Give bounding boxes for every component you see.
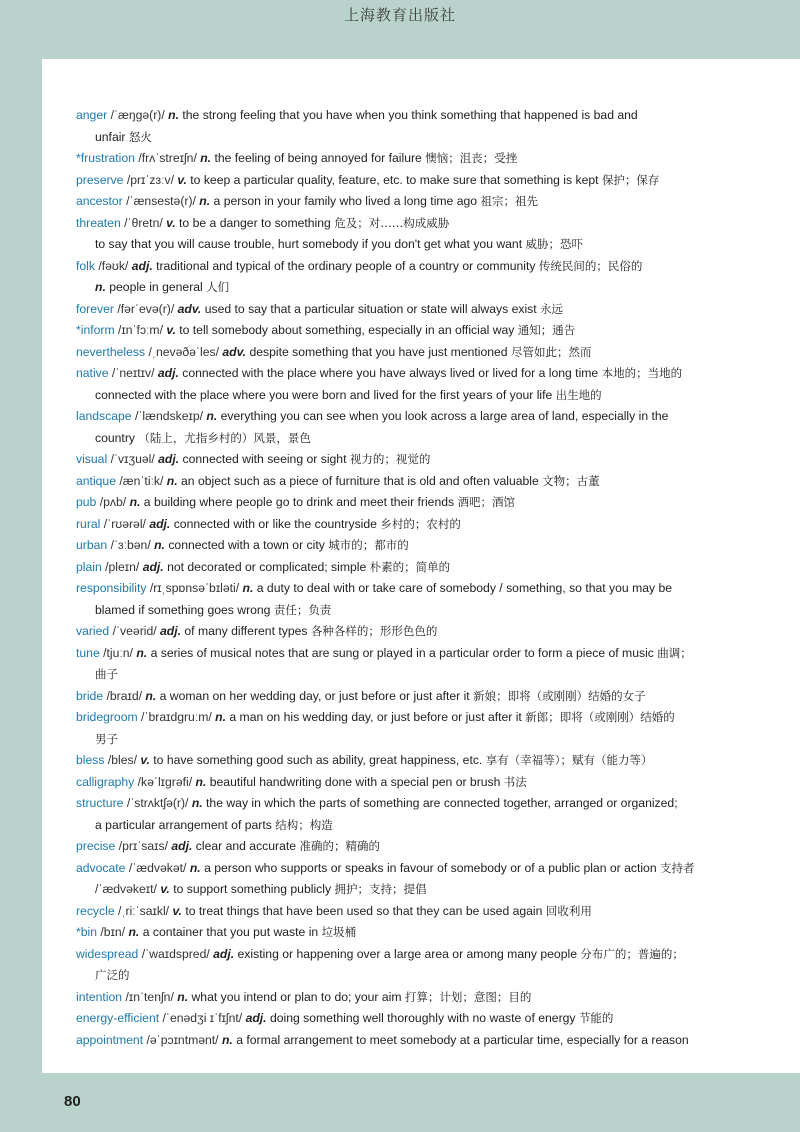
- vocab-entry: [76, 191, 776, 213]
- entry-line: [76, 621, 776, 643]
- headword: *bin: [76, 925, 98, 939]
- entry-line: [76, 428, 776, 450]
- definition: connected with the place where you were born and lived for the first years of your life: [95, 387, 553, 402]
- chinese-translation: 享有（幸福等）；赋有（能力等）: [485, 753, 653, 767]
- chinese-translation: 男子: [95, 731, 118, 746]
- part-of-speech: n.: [177, 989, 189, 1004]
- vocab-entry: [76, 320, 776, 342]
- part-of-speech: n.: [195, 774, 207, 789]
- chinese-translation: 城市的；都市的: [328, 538, 409, 552]
- headword: bless: [76, 753, 105, 767]
- entry-line: [76, 707, 776, 729]
- chinese-translation: 酒吧；酒馆: [457, 495, 515, 509]
- chinese-translation: 怒火: [128, 129, 152, 144]
- entry-line: [76, 729, 776, 751]
- part-of-speech: n.: [154, 538, 165, 552]
- definition: to be a danger to something: [179, 215, 331, 230]
- headword: calligraphy: [76, 774, 135, 789]
- phonetic: /ˌriːˈsaɪkl/: [118, 903, 170, 918]
- chinese-translation: 视力的；视觉的: [349, 452, 431, 466]
- phonetic: /ˈenədʒi ɪˈfɪʃnt/: [162, 1011, 243, 1025]
- entry-line: [76, 256, 776, 278]
- vocab-entry: [76, 858, 776, 901]
- entry-line: [76, 191, 776, 213]
- part-of-speech: adj.: [160, 624, 182, 638]
- entry-line: [76, 1030, 776, 1052]
- headword: intention: [76, 989, 123, 1004]
- headword: forever: [76, 301, 114, 316]
- part-of-speech: n.: [136, 645, 148, 660]
- entry-line: [76, 793, 776, 815]
- vocab-entry: [76, 514, 776, 536]
- chinese-translation: 拥护；支持；提倡: [334, 882, 427, 896]
- chinese-translation: 本地的；当地的: [601, 366, 683, 380]
- part-of-speech: n.: [221, 1032, 233, 1047]
- part-of-speech: adj.: [157, 366, 179, 380]
- definition: a woman on her wedding day, or just before or just after it: [159, 688, 470, 703]
- headword: *frustration: [76, 151, 135, 165]
- phonetic: /ˈvɪʒuəl/: [110, 452, 155, 466]
- part-of-speech: v.: [166, 215, 176, 230]
- headword: appointment: [76, 1032, 144, 1047]
- part-of-speech: n.: [145, 688, 157, 703]
- part-of-speech: adj.: [142, 559, 164, 574]
- definition: a series of musical notes that are sung or played in a particular order to form a piece of music: [150, 645, 654, 660]
- phonetic: /ˈɜːbən/: [110, 538, 151, 552]
- chinese-translation: 打算；计划；意图；目的: [404, 989, 532, 1004]
- phonetic: /fəʊk/: [98, 258, 129, 273]
- entry-line: [76, 213, 776, 235]
- headword: bride: [76, 688, 104, 703]
- phonetic: /braɪd/: [106, 688, 143, 703]
- entry-line: [76, 750, 776, 772]
- chinese-translation: 人们: [206, 280, 230, 294]
- headword: bridegroom: [76, 710, 138, 724]
- entry-line: [76, 944, 776, 966]
- chinese-translation: 永远: [540, 301, 564, 316]
- headword: urban: [76, 538, 108, 552]
- vocab-entry: [76, 686, 776, 708]
- part-of-speech: n.: [129, 495, 141, 509]
- headword: native: [76, 366, 109, 380]
- chinese-translation: 节能的: [578, 1011, 614, 1025]
- definition: despite something that you have just mentioned: [249, 344, 508, 359]
- vocab-entry: [76, 535, 776, 557]
- phonetic: /ˈlændskeɪp/: [134, 409, 203, 423]
- vocab-entry: [76, 299, 776, 321]
- chinese-translation: 回收利用: [545, 903, 592, 918]
- definition: a formal arrangement to meet somebody at a particular time, especially for a reason: [236, 1032, 689, 1047]
- vocab-entry: [76, 987, 776, 1009]
- part-of-speech: n.: [95, 280, 106, 294]
- part-of-speech: n.: [168, 108, 179, 122]
- vocab-entry: [76, 170, 776, 192]
- chinese-translation: 威胁；恐吓: [525, 237, 583, 251]
- definition: the way in which the parts of something are connected together, arranged or organized;: [206, 796, 678, 810]
- vocab-entry: [76, 449, 776, 471]
- phonetic: /ɪnˈfɔːm/: [118, 323, 163, 337]
- definition: an object such as a piece of furniture that is old and often valuable: [181, 473, 539, 488]
- chinese-translation: 结构；构造: [275, 817, 333, 832]
- chinese-translation: 责任；负责: [273, 602, 332, 617]
- definition: unfair: [95, 129, 126, 144]
- definition: blamed if something goes wrong: [95, 602, 271, 617]
- definition: not decorated or complicated; simple: [167, 559, 367, 574]
- vocab-entry: [76, 256, 776, 299]
- phonetic: /prɪˈsaɪs/: [118, 839, 168, 853]
- definition: country: [95, 430, 135, 445]
- entry-line: [76, 836, 776, 858]
- phonetic: /prɪˈzɜːv/: [126, 172, 174, 187]
- entry-line: [76, 170, 776, 192]
- chinese-translation: 乡村的；农村的: [380, 516, 461, 531]
- vocab-entry: [76, 836, 776, 858]
- headword: advocate: [76, 860, 126, 875]
- definition: what you intend or plan to do; your aim: [191, 989, 402, 1004]
- part-of-speech: adj.: [171, 839, 193, 853]
- part-of-speech: v.: [166, 323, 176, 337]
- entry-line: [76, 600, 776, 622]
- definition: to keep a particular quality, feature, etc. to make sure that something is kept: [190, 172, 599, 187]
- chinese-translation: 传统民间的；民俗的: [538, 258, 643, 273]
- headword: responsibility: [76, 581, 147, 595]
- page-number: 80: [64, 1093, 81, 1110]
- definition: a person who supports or speaks in favour of somebody or of a public plan or action: [204, 860, 657, 875]
- headword: precise: [76, 839, 116, 853]
- entry-line: [76, 342, 776, 364]
- headword: preserve: [76, 172, 124, 187]
- entry-line: [76, 105, 776, 127]
- part-of-speech: adj.: [158, 452, 180, 466]
- definition: connected with seeing or sight: [182, 452, 347, 466]
- phonetic: /ˈænsestə(r)/: [126, 194, 196, 208]
- part-of-speech: n.: [166, 473, 178, 488]
- vocab-entry: [76, 707, 776, 750]
- entry-line: [76, 686, 776, 708]
- part-of-speech: n.: [200, 151, 212, 165]
- phonetic: /ˈbraɪdɡruːm/: [141, 710, 212, 724]
- vocab-entry: [76, 342, 776, 364]
- definition: to treat things that have been used so that they can be used again: [185, 903, 543, 918]
- part-of-speech: v.: [172, 903, 182, 918]
- headword: rural: [76, 516, 101, 531]
- part-of-speech: adv.: [222, 344, 247, 359]
- entry-line: [76, 922, 776, 944]
- part-of-speech: adj.: [245, 1011, 267, 1025]
- part-of-speech: adj.: [213, 946, 235, 961]
- phonetic: /əˈpɔɪntmənt/: [146, 1032, 219, 1047]
- phonetic: /frʌˈstreɪʃn/: [138, 151, 197, 165]
- vocab-entry: [76, 105, 776, 148]
- definition: the strong feeling that you have when you think something that happened is bad and: [182, 108, 638, 122]
- definition: used to say that a particular situation or state will always exist: [204, 301, 537, 316]
- entry-line: [76, 858, 776, 880]
- part-of-speech: adj.: [149, 516, 171, 531]
- entry-line: [76, 363, 776, 385]
- part-of-speech: n.: [242, 581, 254, 595]
- vocab-entry: [76, 772, 776, 794]
- vocab-entry: [76, 901, 776, 923]
- chinese-translation: （陆上，尤指乡村的）风景，景色: [138, 430, 311, 445]
- entry-line: [76, 578, 776, 600]
- chinese-translation: 曲子: [95, 667, 118, 681]
- definition: traditional and typical of the ordinary people of a country or community: [156, 258, 536, 273]
- definition: a duty to deal with or take care of somebody / something, so that you may be: [256, 581, 673, 595]
- definition: connected with a town or city: [168, 538, 325, 552]
- part-of-speech: v.: [160, 882, 170, 896]
- definition: the feeling of being annoyed for failure: [214, 151, 422, 165]
- part-of-speech: n.: [189, 860, 201, 875]
- chinese-translation: 文物；古董: [542, 473, 600, 488]
- part-of-speech: n.: [206, 409, 218, 423]
- part-of-speech: n.: [128, 925, 140, 939]
- entry-line: [76, 879, 776, 901]
- phonetic: /ˈstrʌktʃə(r)/: [126, 796, 189, 810]
- definition: people in general: [109, 280, 203, 294]
- entry-line: [76, 277, 776, 299]
- definition: of many different types: [184, 624, 308, 638]
- definition: to tell somebody about something, especially in an official way: [179, 323, 515, 337]
- headword: antique: [76, 473, 116, 488]
- vocab-entry: [76, 1008, 776, 1030]
- entry-line: [76, 449, 776, 471]
- definition: existing or happening over a large area or among many people: [237, 946, 577, 961]
- headword: recycle: [76, 903, 115, 918]
- headword: ancestor: [76, 194, 123, 208]
- page-panel: [42, 59, 800, 1073]
- definition: a building where people go to drink and meet their friends: [143, 495, 455, 509]
- part-of-speech: v.: [140, 753, 150, 767]
- phonetic: /fərˈevə(r)/: [117, 301, 175, 316]
- headword: widespread: [76, 946, 139, 961]
- headword: folk: [76, 258, 95, 273]
- vocab-entry: [76, 492, 776, 514]
- entry-line: [76, 385, 776, 407]
- definition: to support something publicly: [173, 882, 332, 896]
- definition: a container that you put waste in: [142, 925, 319, 939]
- entry-line: [76, 492, 776, 514]
- entry-line: [76, 234, 776, 256]
- headword: anger: [76, 108, 108, 122]
- phonetic: /ɪnˈtenʃn/: [125, 989, 174, 1004]
- headword: structure: [76, 796, 124, 810]
- entry-line: [76, 664, 776, 686]
- entry-line: [76, 406, 776, 428]
- definition: connected with the place where you have always lived or lived for a long time: [182, 366, 599, 380]
- phonetic: /ˌnevəðəˈles/: [148, 344, 219, 359]
- entry-line: [76, 1008, 776, 1030]
- part-of-speech: v.: [177, 172, 187, 187]
- chinese-translation: 祖宗；祖先: [480, 194, 538, 208]
- entry-line: [76, 514, 776, 536]
- chinese-translation: 曲调；: [657, 645, 692, 660]
- entry-line: [76, 320, 776, 342]
- definition: to say that you will cause trouble, hurt somebody if you don't get what you want: [95, 237, 523, 251]
- phonetic: /ˈveərid/: [112, 624, 157, 638]
- chinese-translation: 朴素的；简单的: [369, 559, 451, 574]
- vocab-entry: [76, 750, 776, 772]
- entry-line: [76, 535, 776, 557]
- vocab-entry: [76, 363, 776, 406]
- phonetic: /rɪˌspɒnsəˈbɪləti/: [149, 581, 240, 595]
- definition: clear and accurate: [195, 839, 297, 853]
- phonetic: /ˈrʊərəl/: [103, 516, 146, 531]
- headword: visual: [76, 452, 108, 466]
- definition: a particular arrangement of parts: [95, 817, 272, 832]
- headword: *inform: [76, 323, 115, 337]
- entry-line: [76, 965, 776, 987]
- chinese-translation: 保护；保存: [601, 172, 660, 187]
- vocab-entry: [76, 578, 776, 621]
- headword: plain: [76, 559, 102, 574]
- chinese-translation: 准确的；精确的: [299, 839, 380, 853]
- entry-line: [76, 148, 776, 170]
- headword: tune: [76, 645, 100, 660]
- phonetic: /ˈneɪtɪv/: [111, 366, 155, 380]
- part-of-speech: adv.: [177, 301, 202, 316]
- entry-line: [76, 557, 776, 579]
- entry-line: [76, 471, 776, 493]
- chinese-translation: 尽管如此；然而: [510, 344, 592, 359]
- vocab-entry: [76, 621, 776, 643]
- entry-line: [76, 299, 776, 321]
- definition: everything you can see when you look across a large area of land, especially in the: [220, 409, 669, 423]
- definition: connected with or like the countryside: [173, 516, 377, 531]
- chinese-translation: 垃圾桶: [321, 925, 357, 939]
- chinese-translation: 危及；对……构成威胁: [334, 215, 450, 230]
- chinese-translation: 懊恼；沮丧；受挫: [425, 151, 518, 165]
- entry-line: [76, 772, 776, 794]
- headword: pub: [76, 495, 97, 509]
- headword: threaten: [76, 215, 121, 230]
- phonetic: /tjuːn/: [103, 645, 133, 660]
- phonetic: /ˈæŋɡə(r)/: [110, 108, 165, 122]
- definition: to have something good such as ability, great happiness, etc.: [153, 753, 483, 767]
- vocab-entry: [76, 643, 776, 686]
- vocab-entry: [76, 406, 776, 449]
- vocab-entry: [76, 793, 776, 836]
- entry-line: [76, 901, 776, 923]
- phonetic: /bɪn/: [100, 925, 126, 939]
- chinese-translation: 广泛的: [95, 968, 130, 982]
- vocab-entry: [76, 471, 776, 493]
- chinese-translation: 各种各样的；形形色色的: [310, 624, 438, 638]
- entry-line: [76, 815, 776, 837]
- chinese-translation: 分布广的；普遍的；: [580, 946, 684, 961]
- vocab-entry: [76, 1030, 776, 1052]
- phonetic: /ænˈtiːk/: [119, 473, 164, 488]
- chinese-translation: 通知；通告: [517, 323, 576, 337]
- part-of-speech: n.: [215, 710, 226, 724]
- part-of-speech: adj.: [131, 258, 153, 273]
- chinese-translation: 新娘；即将（或刚刚）结婚的女子: [473, 688, 646, 703]
- publisher-header: 上海教育出版社: [343, 6, 456, 24]
- chinese-translation: 书法: [503, 774, 527, 789]
- part-of-speech: n.: [199, 194, 211, 208]
- phonetic: /ˈædvəkət/: [128, 860, 187, 875]
- phonetic: /bles/: [107, 753, 137, 767]
- vocabulary-list: [76, 105, 776, 1051]
- definition: a person in your family who lived a long time ago: [213, 194, 478, 208]
- part-of-speech: n.: [191, 796, 203, 810]
- vocab-entry: [76, 148, 776, 170]
- entry-line: [76, 643, 776, 665]
- vocab-entry: [76, 557, 776, 579]
- vocab-entry: [76, 213, 776, 256]
- phonetic: /pʌb/: [99, 495, 127, 509]
- vocab-entry: [76, 944, 776, 987]
- headword: landscape: [76, 409, 132, 423]
- entry-line: [76, 127, 776, 149]
- phonetic: /kəˈlɪɡrəfi/: [137, 774, 193, 789]
- phonetic: /pleɪn/: [105, 559, 140, 574]
- chinese-translation: 新郎；即将（或刚刚）结婚的: [525, 710, 675, 724]
- headword: energy-efficient: [76, 1011, 160, 1025]
- chinese-translation: 支持者: [660, 860, 695, 875]
- phonetic: /ˈθretn/: [124, 215, 163, 230]
- phonetic: /ˈwaɪdspred/: [141, 946, 210, 961]
- definition: beautiful handwriting done with a special pen or brush: [209, 774, 501, 789]
- phonetic: /ˈædvəkeɪt/: [95, 882, 157, 896]
- definition: doing something well thoroughly with no waste of energy: [269, 1011, 576, 1025]
- vocab-entry: [76, 922, 776, 944]
- chinese-translation: 出生地的: [555, 387, 602, 402]
- entry-line: [76, 987, 776, 1009]
- definition: a man on his wedding day, or just before or just after it: [229, 710, 522, 724]
- headword: varied: [76, 624, 110, 638]
- headword: nevertheless: [76, 344, 146, 359]
